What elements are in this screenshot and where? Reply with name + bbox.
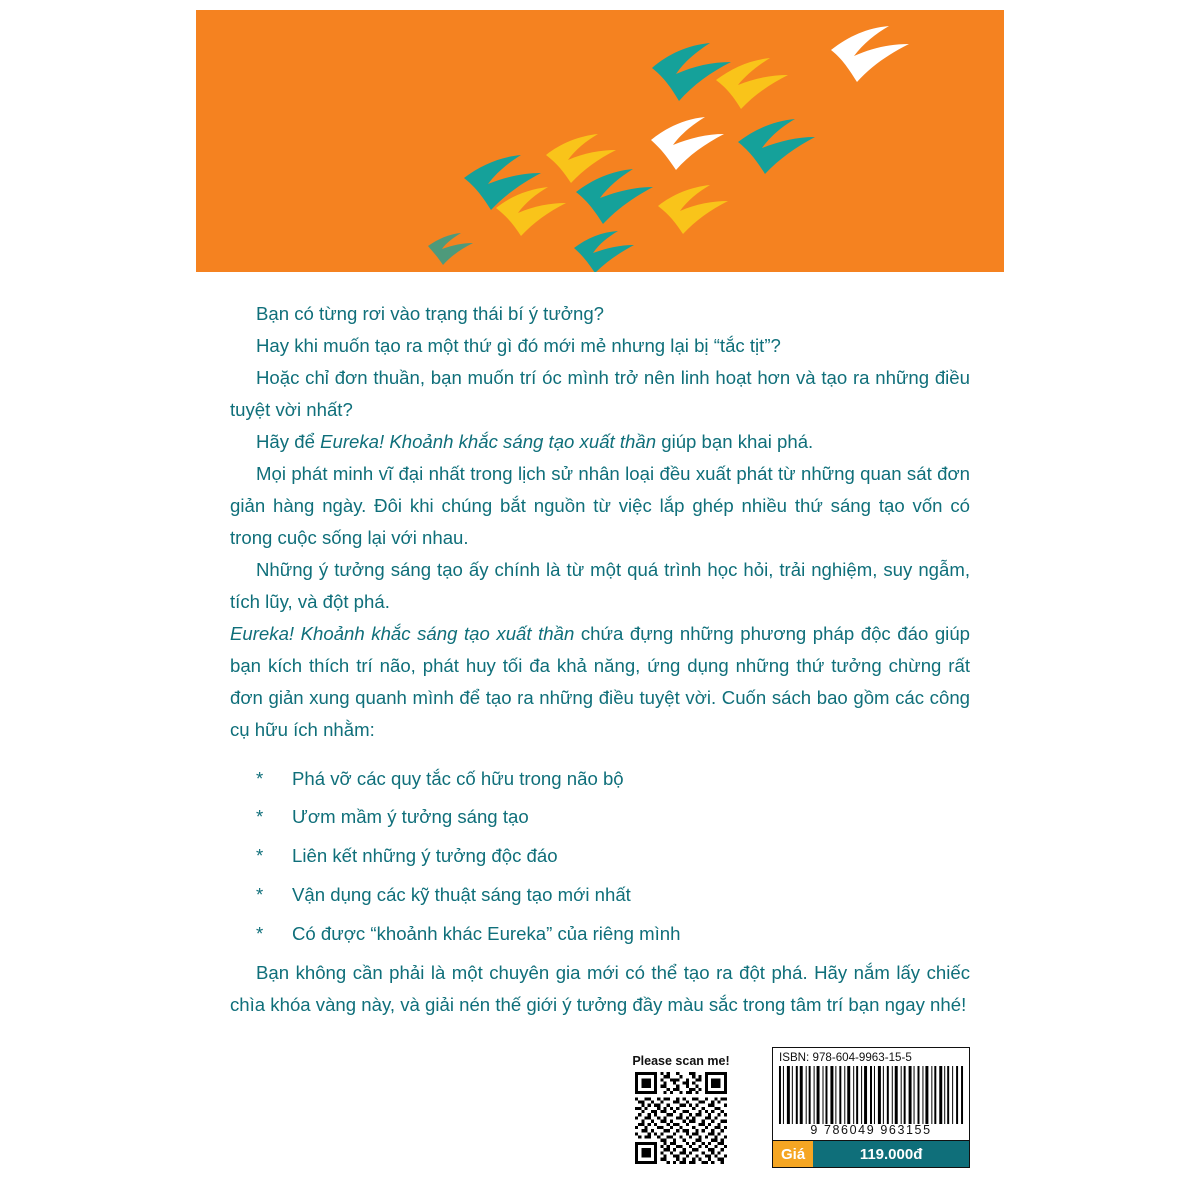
hay-de-prefix: Hãy để [256,430,321,452]
qr-label: Please scan me! [632,1054,730,1068]
barcode-icon [777,1066,965,1124]
list-item [230,880,970,910]
paragraph-title-lead [230,618,970,746]
back-cover-text [196,272,1004,1021]
price-bar [773,1140,969,1167]
paragraph-5: Những ý tưởng sáng tạo ấy chính là từ một quá trình học hỏi, trải nghiệm, suy ngẫm, tích lũy, và đột phá. [230,558,970,612]
qr-code-icon[interactable] [635,1072,727,1164]
bullet-marker-icon: * [256,806,264,828]
birds-illustration [196,10,1004,272]
title-lead-rest: chứa đựng những phương pháp độc đáo giúp bạn kích thích trí não, phát huy tối đa khả năng, ứng dụng những thứ tưởng chừng rất đơn giản xung quanh mình để tạo ra những điều tuyệt vời. Cuốn sách bao gồm các công cụ hữu ích nhằm: [230,622,970,740]
barcode-number: 9 786049 963155 [810,1123,932,1137]
book-back-cover [196,10,1004,1190]
bullet-marker-icon: * [256,845,264,867]
hay-de-suffix: giúp bạn khai phá. [656,430,814,452]
paragraph-1: Bạn có từng rơi vào trạng thái bí ý tưởng? [256,303,604,324]
cover-footer [230,1038,970,1168]
bullet-text: Vận dụng các kỹ thuật sáng tạo mới nhất [292,883,631,905]
bullet-marker-icon: * [256,767,264,789]
list-item [230,802,970,832]
isbn-barcode-block [772,1047,970,1168]
isbn-text: ISBN: 978-604-9963-15-5 [779,1051,912,1064]
bullet-marker-icon: * [256,883,264,905]
qr-block [622,1054,740,1164]
paragraph-hay-de [230,426,970,458]
closing-paragraph: Bạn không cần phải là một chuyên gia mới có thể tạo ra đột phá. Hãy nắm lấy chiếc chìa khóa vàng này, và giải nén thế giới ý tưởng đầy màu sắc trong tâm trí bạn ngay nhé! [230,962,970,1016]
bullet-text: Liên kết những ý tưởng độc đáo [292,845,558,867]
bullet-marker-icon: * [256,922,264,944]
list-item [230,919,970,949]
book-title-inline-1: Eureka! Khoảnh khắc sáng tạo xuất thần [320,430,657,452]
bullet-text: Có được “khoảnh khác Eureka” của riêng mình [292,922,681,944]
qr-code-svg [635,1072,727,1164]
bullet-text: Phá vỡ các quy tắc cố hữu trong não bộ [292,767,624,789]
list-item [230,764,970,794]
list-item [230,841,970,871]
paragraph-3: Hoặc chỉ đơn thuần, bạn muốn trí óc mình trở nên linh hoạt hơn và tạo ra những điều tuyệt vời nhất? [230,366,970,420]
feature-list [230,764,970,949]
bullet-text: Ươm mầm ý tưởng sáng tạo [292,806,529,828]
paragraph-2: Hay khi muốn tạo ra một thứ gì đó mới mẻ nhưng lại bị “tắc tịt”? [256,334,781,356]
price-value: 119.000đ [813,1141,969,1167]
price-label: Giá [773,1141,813,1167]
cover-banner [196,10,1004,272]
paragraph-4: Mọi phát minh vĩ đại nhất trong lịch sử nhân loại đều xuất phát từ những quan sát đơn giản hàng ngày. Đôi khi chúng bắt nguồn từ việc lắp ghép nhiều thứ sáng tạo vốn có trong cuộc sống lại với nhau. [230,462,970,548]
book-title-inline-2: Eureka! Khoảnh khắc sáng tạo xuất thần [230,622,575,644]
